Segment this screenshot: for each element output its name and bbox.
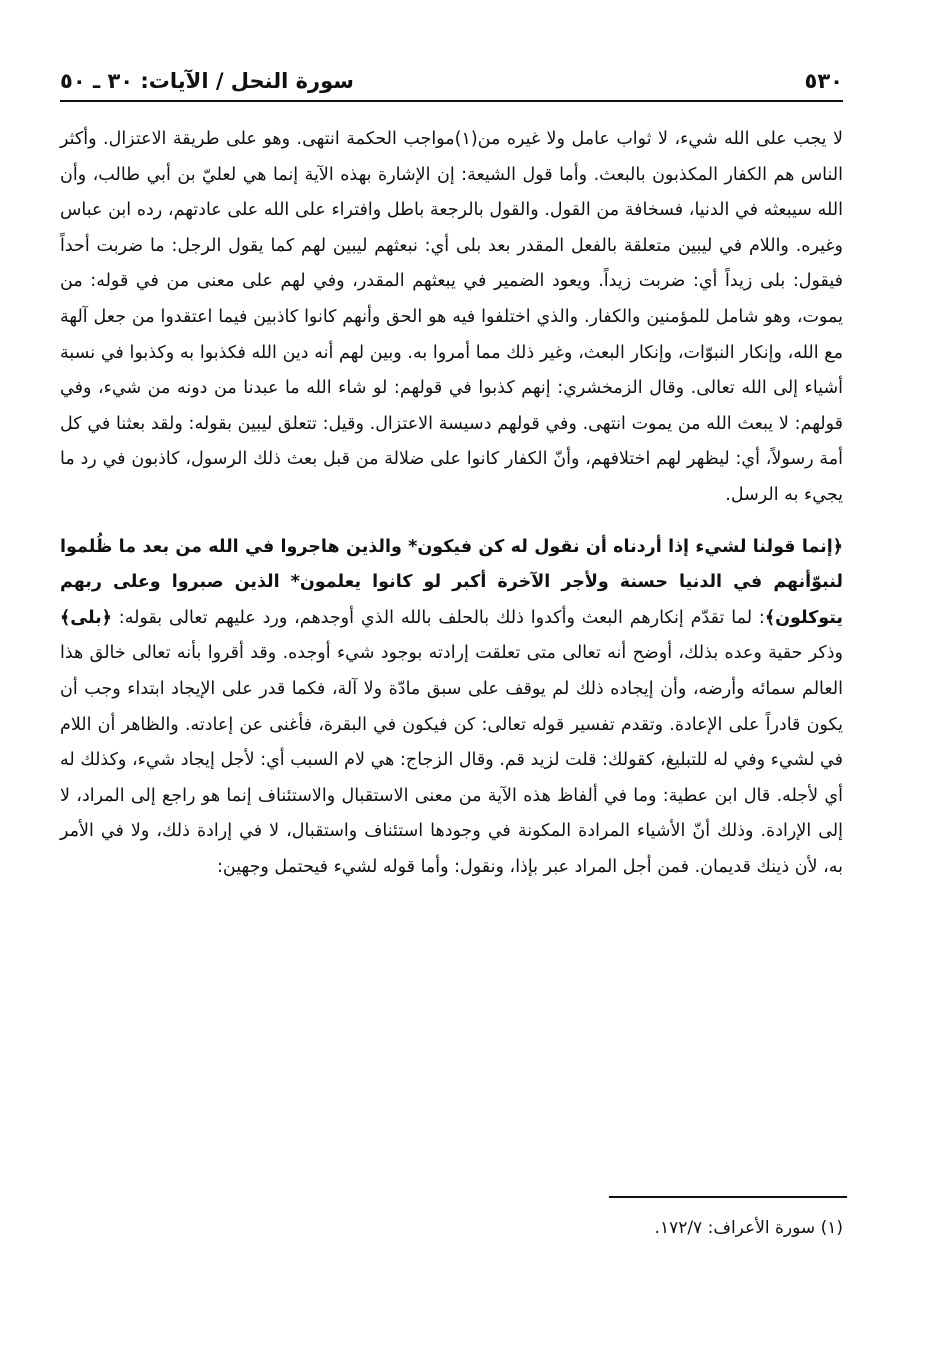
text-segment: مواجب الحكمة انتهى. وهو على طريقة الاعتزال. وأكثر الناس هم الكفار المكذبون بالبعث. وأما قول الشيعة: إن الإشارة بهذه الآية إنما هي لعليّ بن أبي طالب، وأن الله سيبعثه في الدنيا، فسخافة من القول. والقول بالرجعة باطل وافتراء على الله على عادتهم، رده ابن عباس وغيره. واللام في ليبين متعلقة بالفعل المقدر بعد بلى أي: نبعثهم ليبين لهم كما يقول الرجل: ما ضربت أحداً فيقول: بلى زيداً أي: ضربت زيداً. ويعود الضمير في يبعثهم المقدر، وفي لهم على معنى من في قوله: من يموت، وهو شامل للمؤمنين والكفار. والذي اختلفوا فيه هو الحق وأنهم كانوا كاذبين فيما اعتقدوا من جعل آلهة مع الله، وإنكار النبوّات، وإنكار البعث، وغير ذلك مما أمروا به. وبين لهم أنه دين الله فكذبوا به وكذبوا في نسبة أشياء إلى الله تعالى. وقال الزمخشري: إنهم كذبوا في قولهم: لو شاء الله ما عبدنا من دونه من شيء، وفي قولهم: لا يبعث الله من يموت انتهى. وفي قولهم دسيسة الاعتزال. وقيل: تتعلق ليبين بقوله: ولقد بعثنا في كل أمة رسولاً، أي: ليظهر لهم اختلافهم، وأنّ الكفار كانوا على ضلالة من قبل بعث ذلك الرسول، كاذبون في رد ما يجيء به الرسل.	[60, 129, 843, 505]
running-title: سورة النحل / الآيات: ٣٠ ـ ٥٠	[60, 69, 354, 93]
footnote: (١) سورة الأعراف: ١٧٢/٧.	[654, 1218, 843, 1238]
footnote-rule	[609, 1196, 847, 1198]
quran-verse: ﴿بلى﴾	[60, 607, 112, 628]
body-text	[60, 122, 843, 885]
page-number: ٥٣٠	[804, 69, 843, 93]
quran-verse: ﴿إنما قولنا لشيء إذا أردناه أن نقول له كن فيكون* والذين هاجروا في الله من بعد ما ظُلموا لنبوّأنهم في الدنيا حسنة ولأجر الآخرة أكبر لو كانوا يعلمون* الذين صبروا وعلى ربهم يتوكلون﴾	[60, 536, 843, 628]
paragraph	[60, 530, 843, 886]
running-header	[60, 62, 843, 96]
text-segment: وذكر حقية وعده بذلك، أوضح أنه تعالى متى تعلقت إرادته بوجود شيء أوجده. وقد أقروا بأنه تعالى خالق هذا العالم سمائه وأرضه، وأن إيجاده ذلك لم يوقف على سبق مادّة ولا آلة، فكما قدر على الإيجاد ابتداء وجب أن يكون قادراً على الإعادة. وتقدم تفسير قوله تعالى: كن فيكون في البقرة، فأغنى عن إعادته. والظاهر أن اللام في لشيء وفي له للتبليغ، كقولك: قلت لزيد قم. وقال الزجاج: هي لام السبب أي: لأجل إيجاد شيء، وكذلك له أي لأجله. قال ابن عطية: وما في ألفاظ هذه الآية من معنى الاستقبال والاستئناف إنما هو راجع إلى المراد، لا إلى الإرادة. وذلك أنّ الأشياء المرادة المكونة في وجودها استئناف واستقبال، لا في إرادة ذلك، ولا في الأمر به، لأن ذينك قديمان. فمن أجل المراد عبر بإذا، ونقول: وأما قوله لشيء فيحتمل وجهين:	[60, 643, 843, 877]
footnote-marker: (١)	[454, 129, 478, 149]
text-segment: : لما تقدّم إنكارهم البعث وأكدوا ذلك بالحلف بالله الذي أوجدهم، ورد عليهم تعالى بقوله:	[111, 607, 765, 628]
text-segment: لا يجب على الله شيء، لا ثواب عامل ولا غيره من	[477, 129, 843, 149]
header-rule	[60, 100, 843, 102]
paragraph	[60, 122, 843, 514]
